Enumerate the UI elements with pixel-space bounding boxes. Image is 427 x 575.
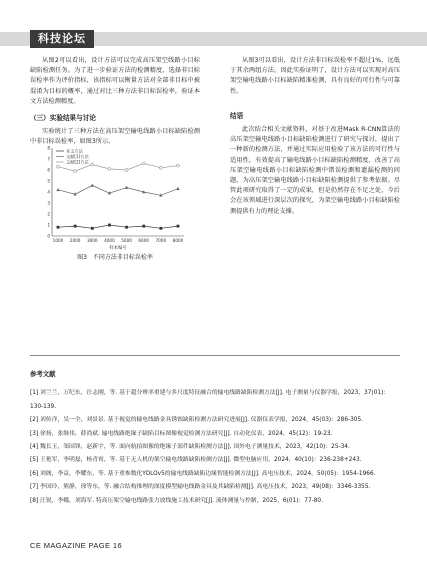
y-tick-label: 8 bbox=[47, 145, 50, 151]
y-tick-label: 6 bbox=[47, 167, 50, 173]
legend-entry: 本文方法 bbox=[66, 148, 83, 154]
reference-item: [5] 王艳军，李明磊，杨青霄，等. 基于无人机的架空输电线路缺陷检测方法[J]. 微型电脑应用，2024，40(10)：236-238+243. bbox=[30, 457, 362, 464]
x-tick-label: 4000 bbox=[104, 238, 115, 243]
reference-item: [8] 汪锐，李娜，刘海军. 特高压架空输电线路张力放线施工技术研究[J]. 流体测量与控制，2025，6(01)：77-80. bbox=[30, 497, 323, 504]
reference-item: [1] 刘兰兰，万纪东，汪志刚，等. 基于超分辨率重建与多尺度特征融合的输电线路缺陷检测方法[J]. 电子测量与仪器学报，2023，37(01)：130-139. bbox=[30, 390, 390, 410]
data-point bbox=[108, 224, 111, 227]
page-footer: CE MAGAZINE PAGE 16 bbox=[30, 541, 123, 550]
divider bbox=[30, 355, 400, 356]
x-tick-label: 7000 bbox=[155, 238, 167, 243]
data-point bbox=[108, 168, 111, 171]
line-chart bbox=[38, 142, 188, 250]
data-point bbox=[125, 226, 128, 229]
y-tick-label: 0 bbox=[47, 233, 50, 239]
data-point bbox=[125, 169, 128, 172]
y-tick-label: 7 bbox=[47, 156, 50, 162]
data-point bbox=[74, 225, 77, 228]
x-tick-label: 1000 bbox=[52, 238, 64, 243]
paragraph: 实验统计了三种方法在高压架空输电线路小目标缺陷检测中非目标误检率，如图3所示。 bbox=[30, 128, 200, 146]
references bbox=[30, 368, 400, 508]
x-tick-label: 2000 bbox=[69, 238, 81, 243]
series-line bbox=[58, 185, 178, 195]
section-heading: 结语 bbox=[230, 111, 244, 120]
conclusion-paragraph: 此次结合相关文献资料，对基于改进Mask R-CNN算法的高压架空输电线路小目标缺陷检测进行了研究与探讨，提出了一种新的检测方法，并通过实际应用检验了该方法的可行性与适用性，有效提高了输电线路小目标缺陷检测精度，改善了高压架空输电线路小目标缺陷检测中错误检测和遗漏检测的问题，为高压架空输电线路小目标缺陷检测提供了参考依据。尽管此项研究取得了一定的成果，但是仍然存在不足之处，今后会在该领域进行深层次的探究，为架空输电线路小目标缺陷检测提供有力的理论支撑。 bbox=[230, 126, 400, 215]
y-tick-label: 3 bbox=[47, 200, 50, 206]
data-point bbox=[56, 188, 59, 191]
data-point bbox=[177, 225, 180, 228]
references-title: 参考文献 bbox=[30, 370, 56, 378]
reference-item: [3] 徐扬，张继伟，薛尚斌. 输电线路绝缘子缺陷目标图像视觉检测方法研究[J]. 自动化仪表，2024，45(12)：19-23. bbox=[30, 430, 333, 437]
x-tick-label: 8000 bbox=[172, 238, 184, 243]
x-axis-label: 样本编号 bbox=[109, 246, 127, 250]
y-tick-label: 2 bbox=[47, 211, 50, 217]
x-tick-label: 3000 bbox=[86, 238, 98, 243]
y-tick-label: 1 bbox=[47, 222, 50, 228]
right-column bbox=[230, 56, 400, 217]
section-heading: （三）实验结果与讨论 bbox=[30, 114, 96, 123]
left-column bbox=[30, 56, 200, 148]
data-point bbox=[91, 163, 94, 166]
data-point bbox=[91, 227, 94, 230]
data-point bbox=[125, 186, 128, 189]
data-point bbox=[142, 225, 145, 228]
legend-entry: 文献[1]方法 bbox=[66, 154, 89, 159]
data-point bbox=[57, 226, 60, 229]
page-header bbox=[0, 0, 427, 60]
data-point bbox=[91, 184, 94, 187]
reference-item: [6] 刘阁，李益，李耀东，等. 基于重参数化YOLOv5的输电线路缺陷边缘智能检测方法[J]. 高电压技术，2024，50(05)：1954-1966. bbox=[30, 470, 376, 477]
x-tick-label: 6000 bbox=[138, 238, 150, 243]
legend-entry: 文献[2]方法 bbox=[66, 159, 89, 165]
x-tick-label: 5000 bbox=[121, 238, 132, 243]
y-tick-label: 5 bbox=[47, 178, 50, 184]
data-point bbox=[176, 187, 179, 190]
paragraph: 从图3可以看出，设计方法非目标误检率不超过1%，远低于其余两组方法。因此实验证明了，设计方法可以实现对高压架空输电线路小目标缺陷精准检测，具有良好的可行性与可靠性。 bbox=[230, 57, 400, 95]
data-point bbox=[159, 227, 162, 230]
reference-item: [2] 刘传洋，吴一全，刘景景. 基于视觉的输电线路金具锈蚀缺陷检测方法研究进展[J]. 仪器仪表学报，2024，45(03)：286-305. bbox=[30, 417, 364, 424]
y-tick-label: 4 bbox=[47, 189, 50, 195]
figure-caption: 图3 不同方法非目标误检率 bbox=[77, 254, 153, 261]
data-point bbox=[159, 166, 162, 169]
data-point bbox=[142, 162, 145, 165]
reference-item: [4] 魏长玉，邹国锋，赵新宇，等. 面向航拍图像的绝缘子部件缺陷检测方法[J]. 国外电子测量技术，2023，42(10)：25-34. bbox=[30, 444, 350, 451]
data-point bbox=[57, 165, 60, 168]
data-point bbox=[177, 164, 180, 167]
section-tag: 科技论坛 bbox=[30, 30, 94, 48]
paragraph: 从图2可以看出，设计方法可以完成高压架空线路小目标缺陷检测任务。为了进一步验证方法的检测精度，选择非目标误检率作为评价指标，该指标可以衡量方法对全部非目标中被混淆为目标的概率，通过对比三种方法非目标误检率，验证本文方法检测精度。 bbox=[30, 57, 200, 105]
data-point bbox=[74, 170, 77, 173]
reference-item: [7] 李国玲，熊静，徐等东，等. 融合结构推理的深度模型输电线路金具及其缺陷检测[J]. 高电压技术，2023，49(08)：3346-3355. bbox=[30, 484, 371, 491]
